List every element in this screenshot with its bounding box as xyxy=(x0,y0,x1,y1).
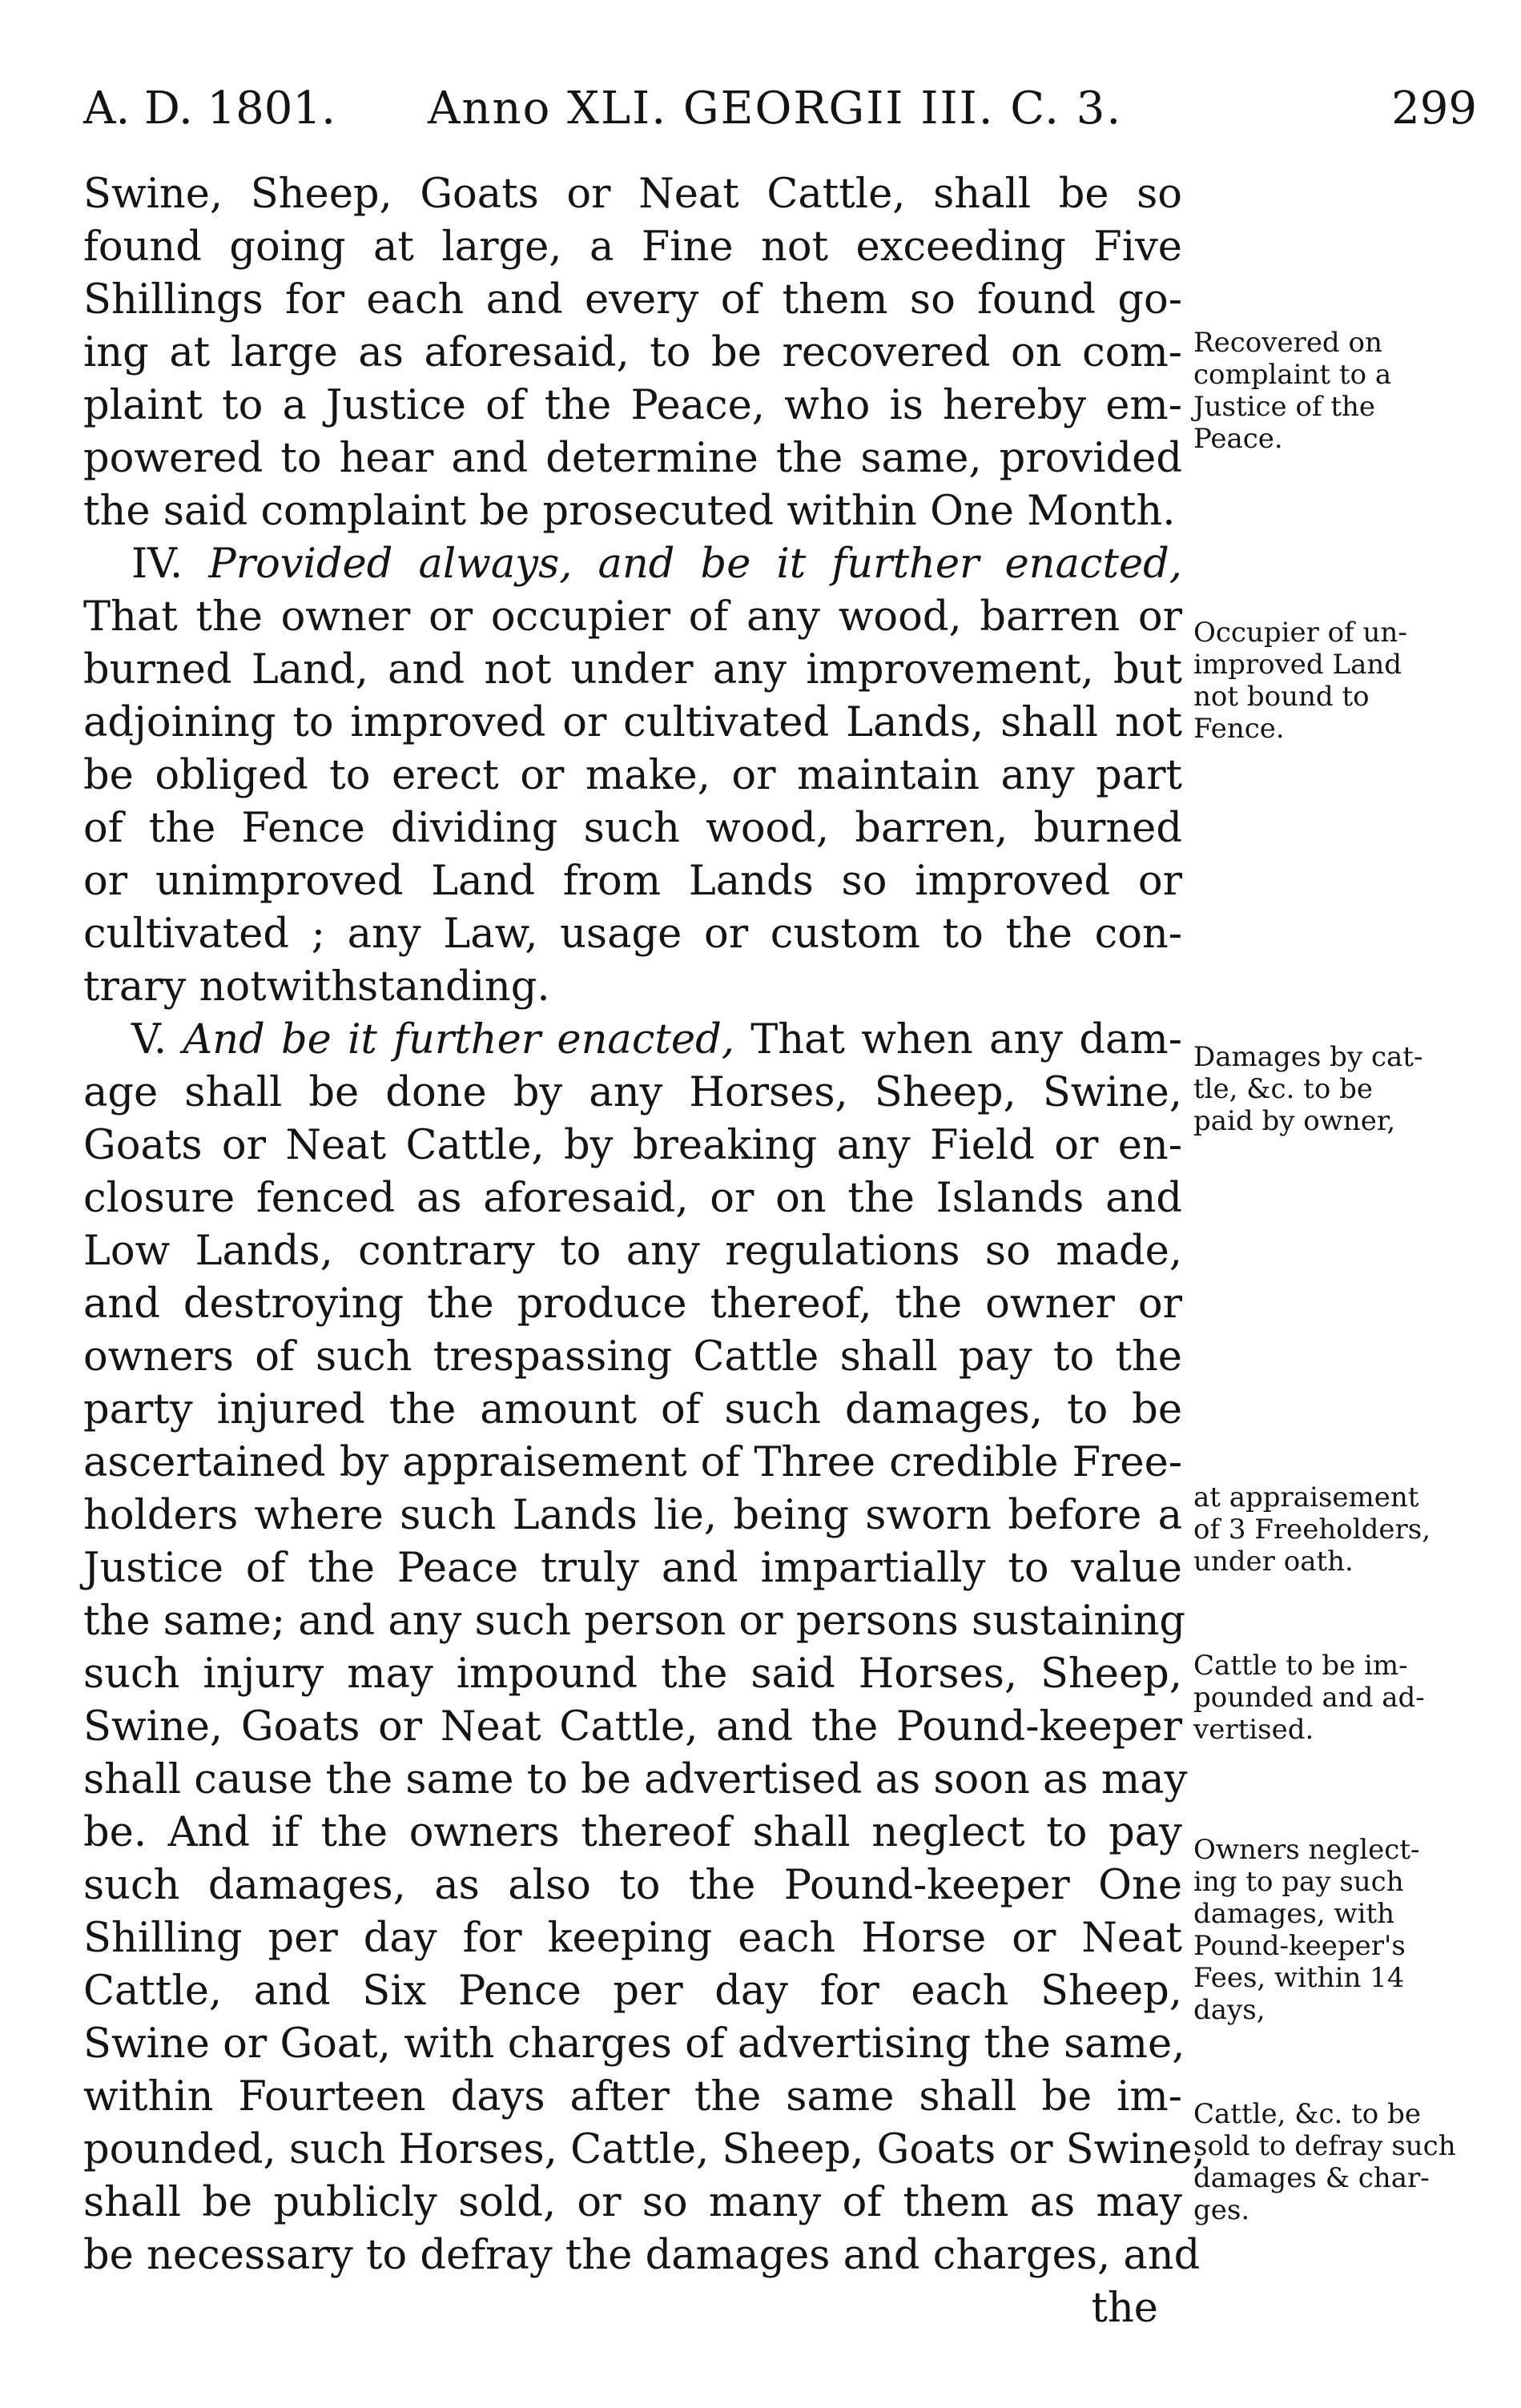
text-line: of the Fence dividing such wood, barren, burned xyxy=(83,805,1182,852)
margin-note-sold xyxy=(1193,2098,1458,2226)
text-line: Low Lands, contrary to any regulations so made, xyxy=(83,1228,1182,1275)
section-enacting-clause: And be it further enacted, xyxy=(183,1016,734,1063)
text-line: be. And if the owners thereof shall neglect to pay xyxy=(83,1809,1182,1856)
header-year: A. D. 1801. xyxy=(83,82,336,135)
section-v-heading xyxy=(83,1014,1182,1067)
text-line: burned Land, and not under any improvement, but xyxy=(83,646,1182,693)
text-line: or unimproved Land from Lands so improved or xyxy=(83,858,1182,905)
margin-note-damages xyxy=(1193,1041,1458,1137)
header-title: Anno XLI. GEORGII III. C. 3. xyxy=(428,82,1123,135)
text-line: Shilling per day for keeping each Horse or Neat xyxy=(83,1915,1182,1962)
text-line: owners of such trespassing Cattle shall pay to the xyxy=(83,1333,1182,1381)
text-line: such injury may impound the said Horses, Sheep, xyxy=(83,1650,1182,1698)
margin-note-line: Cattle, &c. to be xyxy=(1193,2098,1421,2130)
margin-note-line: Fees, within 14 xyxy=(1193,1962,1405,1994)
text-line: such damages, as also to the Pound-keeper One xyxy=(83,1862,1182,1909)
text-line: ing at large as aforesaid, to be recovered on com- xyxy=(83,329,1182,376)
margin-note-line: Peace. xyxy=(1193,423,1283,455)
margin-note-line: Damages by cat- xyxy=(1193,1041,1423,1073)
text-line: age shall be done by any Horses, Sheep, Swine, xyxy=(83,1069,1182,1116)
text-line: Cattle, and Six Pence per day for each Sheep, xyxy=(83,1968,1182,2015)
text-line: powered to hear and determine the same, provided xyxy=(83,435,1182,482)
margin-note-line: damages & char- xyxy=(1193,2162,1430,2194)
text-line: shall cause the same to be advertised as soon as may xyxy=(83,1756,1188,1803)
text-line: trary notwithstanding. xyxy=(83,963,550,1011)
margin-note-line: tle, &c. to be xyxy=(1193,1073,1374,1105)
margin-note-line: damages, with xyxy=(1193,1898,1395,1930)
margin-note-line: complaint to a xyxy=(1193,359,1392,391)
text-line: plaint to a Justice of the Peace, who is hereby em- xyxy=(83,382,1182,429)
text-line: Swine, Goats or Neat Cattle, and the Pound-keeper xyxy=(83,1703,1182,1751)
text-line: Shillings for each and every of them so found go- xyxy=(83,276,1182,324)
margin-note-line: of 3 Freeholders, xyxy=(1193,1514,1431,1546)
text-line: cultivated ; any Law, usage or custom to the con- xyxy=(83,911,1182,958)
margin-note-line: ges. xyxy=(1193,2194,1250,2226)
text-line: holders where such Lands lie, being sworn before a xyxy=(83,1492,1182,1539)
text-line: Justice of the Peace truly and impartially to value xyxy=(83,1545,1182,1592)
margin-note-line: under oath. xyxy=(1193,1546,1354,1578)
margin-note-line: not bound to xyxy=(1193,681,1370,713)
margin-note-line: ing to pay such xyxy=(1193,1866,1404,1898)
catchword: the xyxy=(1091,2285,1158,2332)
margin-note-occupier xyxy=(1193,617,1458,745)
text-line: adjoining to improved or cultivated Lands, shall not xyxy=(83,699,1182,746)
margin-note-line: Cattle to be im- xyxy=(1193,1650,1408,1682)
text-line: pounded, such Horses, Cattle, Sheep, Goats or Swine, xyxy=(83,2126,1205,2173)
margin-note-line: days, xyxy=(1193,1994,1265,2026)
margin-note-line: Recovered on xyxy=(1193,327,1382,359)
margin-note-line: Pound-keeper's xyxy=(1193,1930,1406,1962)
text-line: be obliged to erect or make, or maintain any part xyxy=(83,752,1182,799)
text-line: within Fourteen days after the same shall be im- xyxy=(83,2073,1182,2121)
margin-note-impounded xyxy=(1193,1650,1458,1746)
margin-note-line: sold to defray such xyxy=(1193,2130,1456,2162)
text-line: and destroying the produce thereof, the owner or xyxy=(83,1280,1182,1328)
text-line: the same; and any such person or persons sustaining xyxy=(83,1598,1186,1645)
section-text: That when any dam- xyxy=(750,1016,1182,1063)
text-line: closure fenced as aforesaid, or on the Islands and xyxy=(83,1175,1182,1222)
section-number: V. xyxy=(131,1016,167,1063)
margin-note-line: at appraisement xyxy=(1193,1481,1419,1514)
margin-note-appraisement xyxy=(1193,1481,1458,1578)
text-line: be necessary to defray the damages and charges, and xyxy=(83,2232,1201,2279)
text-line: ascertained by appraisement of Three credible Free- xyxy=(83,1439,1182,1486)
margin-note-recovered xyxy=(1193,327,1458,455)
running-header xyxy=(83,77,1477,141)
section-enacting-clause: Provided always, and be it further enacted, xyxy=(208,541,1183,588)
text-line: Swine or Goat, with charges of advertising the same, xyxy=(83,2020,1185,2068)
text-line: shall be publicly sold, or so many of them as may xyxy=(83,2179,1182,2226)
section-iv-heading xyxy=(83,538,1182,591)
text-line: found going at large, a Fine not exceeding Five xyxy=(83,223,1182,271)
margin-note-line: pounded and ad- xyxy=(1193,1682,1425,1714)
page-number: 299 xyxy=(1391,82,1477,135)
margin-note-line: Fence. xyxy=(1193,713,1285,745)
text-line: the said complaint be prosecuted within One Month. xyxy=(83,488,1176,535)
main-text-column xyxy=(83,168,1205,2335)
margin-note-line: improved Land xyxy=(1193,649,1402,681)
text-line: Swine, Sheep, Goats or Neat Cattle, shall be so xyxy=(83,171,1182,218)
margin-note-line: Occupier of un- xyxy=(1193,617,1407,649)
margin-note-line: vertised. xyxy=(1193,1714,1314,1746)
margin-note-line: Justice of the xyxy=(1193,391,1376,423)
margin-note-line: Owners neglect- xyxy=(1193,1834,1420,1866)
text-line: Goats or Neat Cattle, by breaking any Field or en- xyxy=(83,1122,1182,1169)
margin-note-owners-neglecting xyxy=(1193,1834,1458,2026)
text-line: That the owner or occupier of any wood, barren or xyxy=(83,593,1182,641)
margin-note-line: paid by owner, xyxy=(1193,1105,1396,1137)
text-line: party injured the amount of such damages, to be xyxy=(83,1386,1182,1433)
section-number: IV. xyxy=(131,541,183,588)
